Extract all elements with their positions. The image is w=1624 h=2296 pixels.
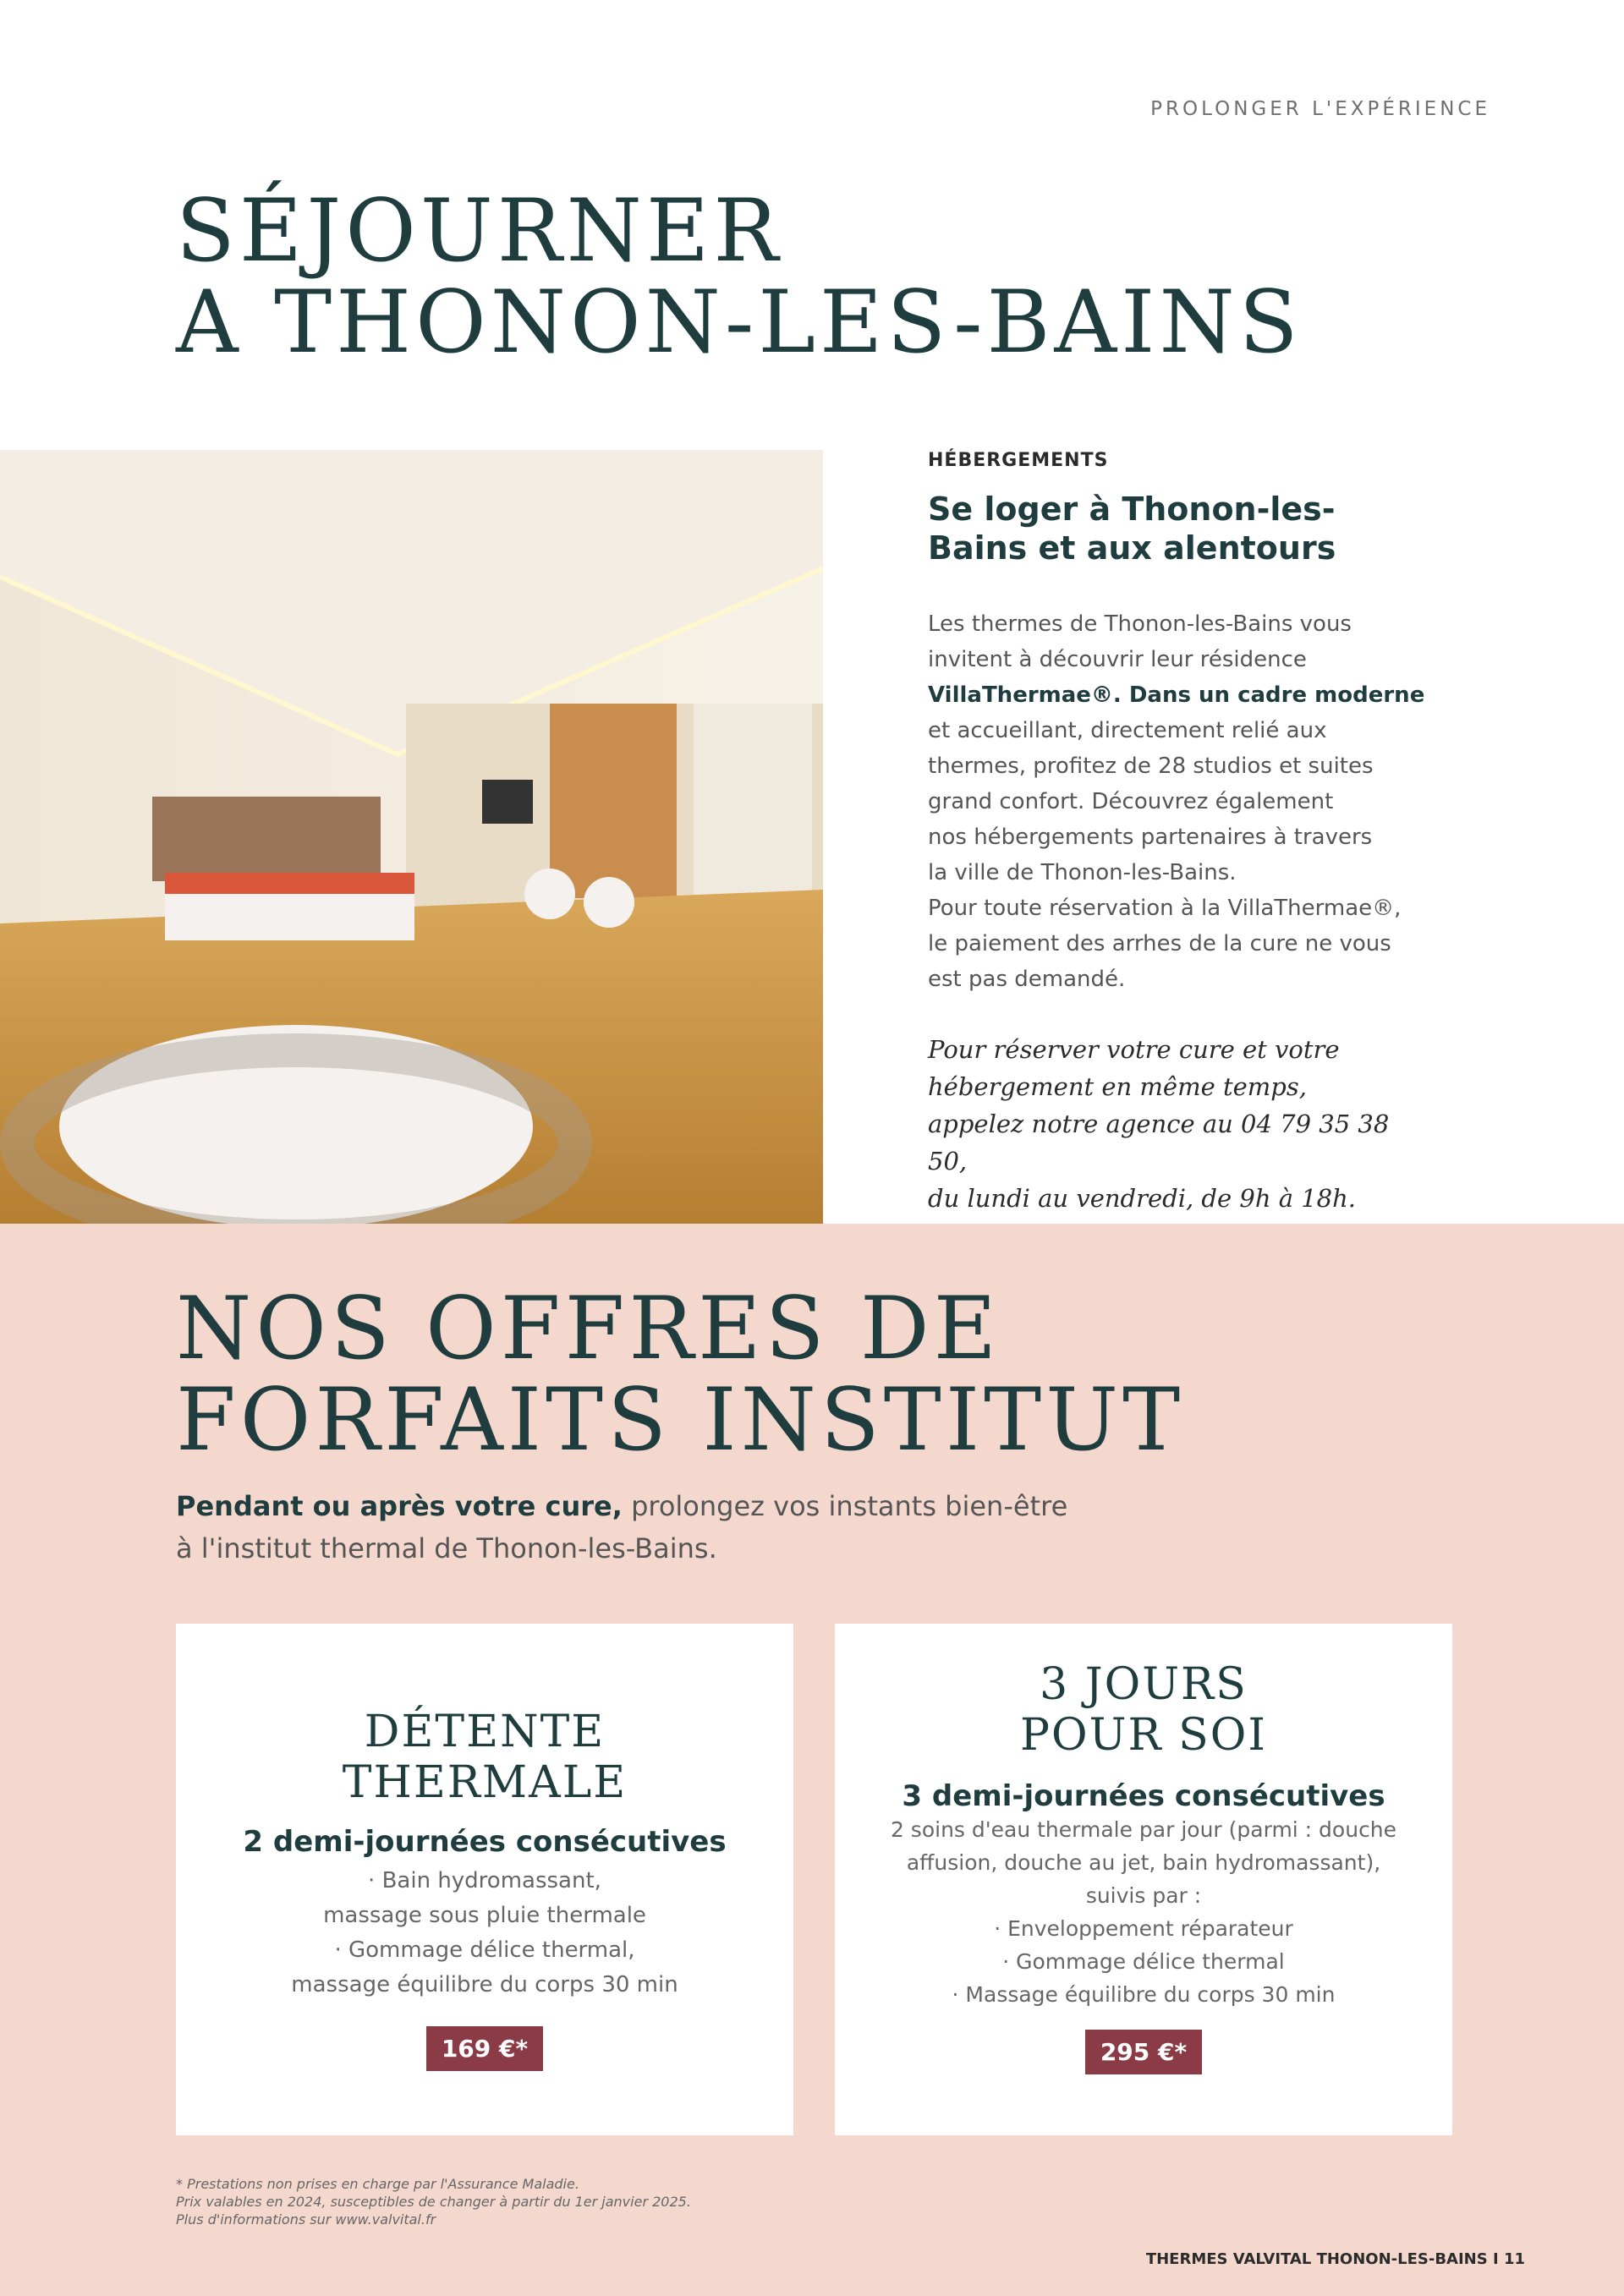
body-line: invitent à découvrir leur résidence	[928, 647, 1307, 672]
offers-title-line2: FORFAITS INSTITUT	[176, 1370, 1185, 1471]
room-illustration	[0, 450, 823, 1224]
body-line: Pour toute réservation à la VillaThermae®,	[928, 896, 1402, 921]
card-line: 2 soins d'eau thermale par jour (parmi : douche	[890, 1817, 1397, 1842]
page-number: I 11	[1492, 2250, 1525, 2268]
hotel-room-photo	[0, 450, 823, 1224]
body-line: le paiement des arrhes de la cure ne vous	[928, 931, 1391, 956]
body-line-highlight: VillaThermae®. Dans un cadre moderne	[928, 682, 1425, 708]
card-subtitle: 3 demi-journées consécutives	[902, 1779, 1385, 1813]
offers-title-line1: NOS OFFRES DE	[176, 1279, 1001, 1379]
price-badge: 169 €*	[426, 2026, 543, 2071]
card-line: suivis par :	[1085, 1883, 1202, 1908]
callout-line: hébergement en même temps,	[928, 1072, 1307, 1101]
card-title-line: DÉTENTE	[364, 1707, 606, 1757]
body-line: thermes, profitez de 28 studios et suites	[928, 753, 1374, 779]
body-line: et accueillant, directement relié aux	[928, 718, 1327, 743]
accommodation-text	[928, 450, 1435, 1217]
intro-bold: Pendant ou après votre cure,	[176, 1490, 623, 1522]
card-line: · Gommage délice thermal	[1002, 1949, 1285, 1974]
card-title-line: POUR SOI	[1020, 1710, 1267, 1761]
callout-line: du lundi au vendredi, de 9h à 18h.	[928, 1184, 1357, 1213]
accommodation-subhead	[928, 490, 1435, 567]
subhead-line: Bains et aux alentours	[928, 529, 1336, 567]
card-title-line: 3 JOURS	[1040, 1659, 1248, 1710]
body-line: la ville de Thonon-les-Bains.	[928, 860, 1237, 885]
card-line: affusion, douche au jet, bain hydromassant),	[906, 1850, 1381, 1875]
page-footer	[1146, 2250, 1525, 2268]
card-line: massage équilibre du corps 30 min	[291, 1972, 678, 1997]
stay-title-line1: SÉJOURNER	[176, 181, 783, 282]
footer-brand: THERMES VALVITAL THONON-LES-BAINS	[1145, 2250, 1488, 2268]
card-subtitle: 2 demi-journées consécutives	[243, 1825, 727, 1859]
section-kicker: PROLONGER L'EXPÉRIENCE	[1150, 98, 1490, 120]
footnote-line: Prix valables en 2024, susceptibles de changer à partir du 1er janvier 2025.	[176, 2194, 691, 2210]
accommodation-eyebrow: HÉBERGEMENTS	[928, 450, 1109, 471]
card-line: massage sous pluie thermale	[323, 1903, 646, 1928]
card-line: · Massage équilibre du corps 30 min	[952, 1982, 1336, 2007]
accommodation-body	[928, 606, 1435, 997]
offer-card-3-jours	[835, 1624, 1452, 2135]
stay-title	[176, 181, 1303, 373]
intro-line2: à l'institut thermal de Thonon-les-Bains.	[176, 1532, 717, 1564]
subhead-line: Se loger à Thonon-les-	[928, 490, 1336, 528]
card-title	[835, 1659, 1452, 1761]
stay-title-line2: A THONON-LES-BAINS	[176, 272, 1303, 373]
offers-title	[176, 1279, 1185, 1471]
card-title	[176, 1707, 793, 1808]
price-badge: 295 €*	[1085, 2030, 1202, 2074]
callout-line: Pour réserver votre cure et votre	[928, 1035, 1340, 1064]
intro-rest: prolongez vos instants bien-être	[622, 1490, 1068, 1522]
body-line: grand confort. Découvrez également	[928, 789, 1334, 814]
body-line: est pas demandé.	[928, 967, 1126, 992]
card-line: · Bain hydromassant,	[368, 1868, 601, 1893]
body-line: nos hébergements partenaires à travers	[928, 825, 1373, 850]
card-title-line: THERMALE	[342, 1757, 628, 1808]
footnote-link[interactable]: Plus d'informations sur www.valvital.fr	[176, 2211, 436, 2228]
offers-intro	[176, 1485, 1191, 1570]
footnote	[176, 2175, 691, 2228]
card-line: · Enveloppement réparateur	[994, 1916, 1293, 1941]
body-line: Les thermes de Thonon-les-Bains vous	[928, 611, 1352, 637]
callout-line: appelez notre agence au 04 79 35 38 50,	[928, 1110, 1390, 1175]
offer-card-detente	[176, 1624, 793, 2135]
card-line: · Gommage délice thermal,	[334, 1937, 635, 1963]
footnote-line: * Prestations non prises en charge par l'Assurance Maladie.	[176, 2176, 579, 2192]
booking-callout	[928, 1031, 1435, 1217]
